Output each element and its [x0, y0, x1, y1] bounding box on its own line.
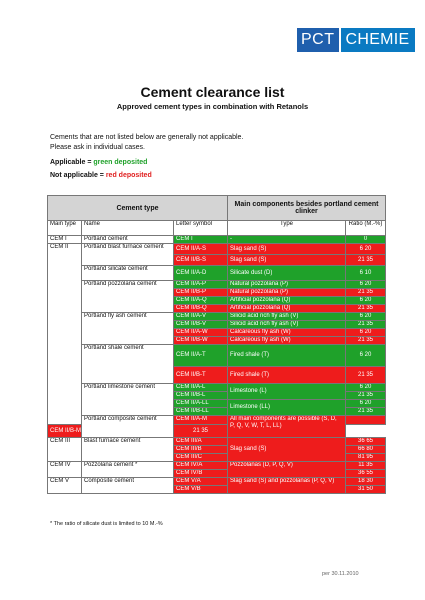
cement-name: Portland composite cement: [82, 416, 174, 438]
group-label: CEM I: [48, 236, 82, 244]
ratio-cell: 6 20: [346, 281, 386, 289]
type-cell: All main components are possible (S, D, P, Q, V, W, T, L, LL): [228, 416, 346, 438]
ratio-cell: 31 50: [346, 486, 386, 494]
cement-name: Portland blast furnace cement: [82, 244, 174, 266]
group-label: CEM III: [48, 438, 82, 462]
letter-cell: CEM II/A-T: [174, 345, 228, 367]
ratio-cell: [346, 416, 386, 425]
ratio-cell: 6 20: [346, 384, 386, 392]
letter-cell: CEM III/B: [174, 446, 228, 454]
type-cell: Silicate dust (D): [228, 266, 346, 281]
ratio-cell: 21 35: [346, 289, 386, 297]
table-row: [48, 313, 386, 321]
ratio-cell: 6 20: [346, 297, 386, 305]
letter-cell: CEM II/B-Q: [174, 305, 228, 313]
letter-cell: CEM II/A-M: [174, 416, 228, 425]
type-cell: Limestone (LL): [228, 400, 346, 416]
table-row: [48, 281, 386, 289]
letter-cell: CEM II/B-S: [174, 255, 228, 266]
type-cell: Limestone (L): [228, 384, 346, 400]
ratio-cell: 0: [346, 236, 386, 244]
ratio-cell: 11 35: [346, 462, 386, 470]
type-cell: Calcareous fly ash (W): [228, 337, 346, 345]
letter-cell: CEM II/A-D: [174, 266, 228, 281]
type-cell: Fired shale (T): [228, 367, 346, 384]
group-label: CEM II: [48, 244, 82, 425]
type-cell: Artificial pozzolana (Q): [228, 297, 346, 305]
letter-cell: CEM II/B-P: [174, 289, 228, 297]
table-row: [48, 478, 386, 486]
cement-name: Blast furnace cement: [82, 438, 174, 462]
letter-cell: CEM V/B: [174, 486, 228, 494]
group-label: CEM V: [48, 478, 82, 494]
letter-cell: CEM II/A-V: [174, 313, 228, 321]
table-row: [48, 266, 386, 281]
table-row: [48, 236, 386, 244]
table-subheader-row: [48, 221, 386, 236]
letter-cell: CEM II/A-Q: [174, 297, 228, 305]
ratio-cell: 21 35: [346, 305, 386, 313]
cement-name: Pozzolana cement *: [82, 462, 174, 478]
header-cement-type: Cement type: [48, 196, 228, 221]
ratio-cell: 6 20: [346, 400, 386, 408]
table-row: [48, 345, 386, 367]
legend-applicable-value: green deposited: [93, 159, 148, 166]
type-cell: Silicid acid rich fly ash (V): [228, 321, 346, 329]
type-cell: Natural pozzolana (P): [228, 281, 346, 289]
intro-line-2: Please ask in individual cases.: [50, 144, 145, 151]
legend-applicable-label: Applicable =: [50, 159, 94, 166]
ratio-cell: 6 20: [346, 329, 386, 337]
ratio-cell: 18 30: [346, 478, 386, 486]
letter-cell: CEM II/B-M: [48, 425, 82, 438]
letter-cell: CEM III/C: [174, 454, 228, 462]
page-title: Cement clearance list: [140, 84, 285, 100]
ratio-cell: 21 35: [174, 425, 228, 438]
col-ratio: Ratio (M.-%): [346, 221, 386, 236]
letter-cell: CEM IV/A: [174, 462, 228, 470]
table-row: [48, 384, 386, 392]
letter-cell: CEM II/B-T: [174, 367, 228, 384]
letter-cell: CEM II/A-LL: [174, 400, 228, 408]
type-cell: Silicid acid rich fly ash (V): [228, 313, 346, 321]
ratio-cell: 21 35: [346, 321, 386, 329]
type-cell: Slag sand (S): [228, 255, 346, 266]
ratio-cell: 6 20: [346, 345, 386, 367]
cement-name: Portland fly ash cement: [82, 313, 174, 345]
table-header-row: [48, 196, 386, 221]
ratio-cell: 21 35: [346, 255, 386, 266]
type-cell: Slag sand (S): [228, 438, 346, 462]
intro-line-1: Cements that are not listed below are generally not applicable.: [50, 134, 244, 141]
letter-cell: CEM II/A-S: [174, 244, 228, 255]
letter-cell: CEM II/B-L: [174, 392, 228, 400]
table-row: [48, 244, 386, 255]
ratio-cell: 21 35: [346, 337, 386, 345]
ratio-cell: 21 35: [346, 392, 386, 400]
document-date: per 30.11.2010: [322, 571, 359, 577]
type-cell: Calcareous fly ash (W): [228, 329, 346, 337]
table-row: [48, 438, 386, 446]
letter-cell: CEM II/B-W: [174, 337, 228, 345]
cement-name: Composite cement: [82, 478, 174, 494]
col-type: Type: [228, 221, 346, 236]
cement-clearance-table: [47, 195, 386, 494]
letter-cell: CEM II/B-V: [174, 321, 228, 329]
col-letter-symbol: Letter symbol: [174, 221, 228, 236]
letter-cell: CEM III/A: [174, 438, 228, 446]
letter-cell: CEM II/B-LL: [174, 408, 228, 416]
letter-cell: CEM I: [174, 236, 228, 244]
page-subtitle: Approved cement types in combination with Retanols: [116, 102, 309, 111]
letter-cell: CEM IV/B: [174, 470, 228, 478]
legend-not-applicable: [50, 172, 152, 179]
letter-cell: CEM II/A-L: [174, 384, 228, 392]
type-cell: Artificial pozzolana (Q): [228, 305, 346, 313]
cement-name: Portland pozzolana cement: [82, 281, 174, 313]
type-cell: Natural pozzolana (P): [228, 289, 346, 297]
intro-text: [50, 133, 243, 153]
letter-cell: CEM II/A-W: [174, 329, 228, 337]
cement-name: Portland silicate cement: [82, 266, 174, 281]
group-label: CEM IV: [48, 462, 82, 478]
table-row: [48, 462, 386, 470]
col-name: Name: [82, 221, 174, 236]
col-main-type: Main type: [48, 221, 82, 236]
type-cell: Slag sand (S) and pozzolanas (P, Q, V): [228, 478, 346, 494]
ratio-cell: 36 55: [346, 470, 386, 478]
logo-pct: PCT: [297, 28, 339, 52]
cement-name: Portland shale cement: [82, 345, 174, 384]
type-cell: Slag sand (S): [228, 244, 346, 255]
ratio-cell: 66 80: [346, 446, 386, 454]
type-cell: Pozzolanas (D, P, Q, V): [228, 462, 346, 478]
letter-cell: CEM II/A-P: [174, 281, 228, 289]
ratio-cell: 21 35: [346, 367, 386, 384]
cement-name: Portland cement: [82, 236, 174, 244]
type-cell: Fired shale (T): [228, 345, 346, 367]
type-cell: -: [228, 236, 346, 244]
ratio-cell: 21 35: [346, 408, 386, 416]
table-row: [48, 416, 386, 425]
footnote: * The ratio of silicate dust is limited to 10 M.-%: [50, 521, 163, 527]
ratio-cell: 6 10: [346, 266, 386, 281]
letter-cell: CEM V/A: [174, 478, 228, 486]
legend-not-applicable-value: red deposited: [105, 172, 152, 179]
legend-not-applicable-label: Not applicable =: [50, 172, 106, 179]
cement-name: Portland limestone cement: [82, 384, 174, 416]
pct-chemie-logo: [297, 28, 415, 52]
legend-applicable: [50, 159, 147, 166]
ratio-cell: 6 20: [346, 313, 386, 321]
header-main-components: Main components besides portland cement clinker: [228, 196, 386, 221]
ratio-cell: 6 20: [346, 244, 386, 255]
logo-chemie: CHEMIE: [341, 28, 415, 52]
ratio-cell: 81 95: [346, 454, 386, 462]
ratio-cell: 36 65: [346, 438, 386, 446]
